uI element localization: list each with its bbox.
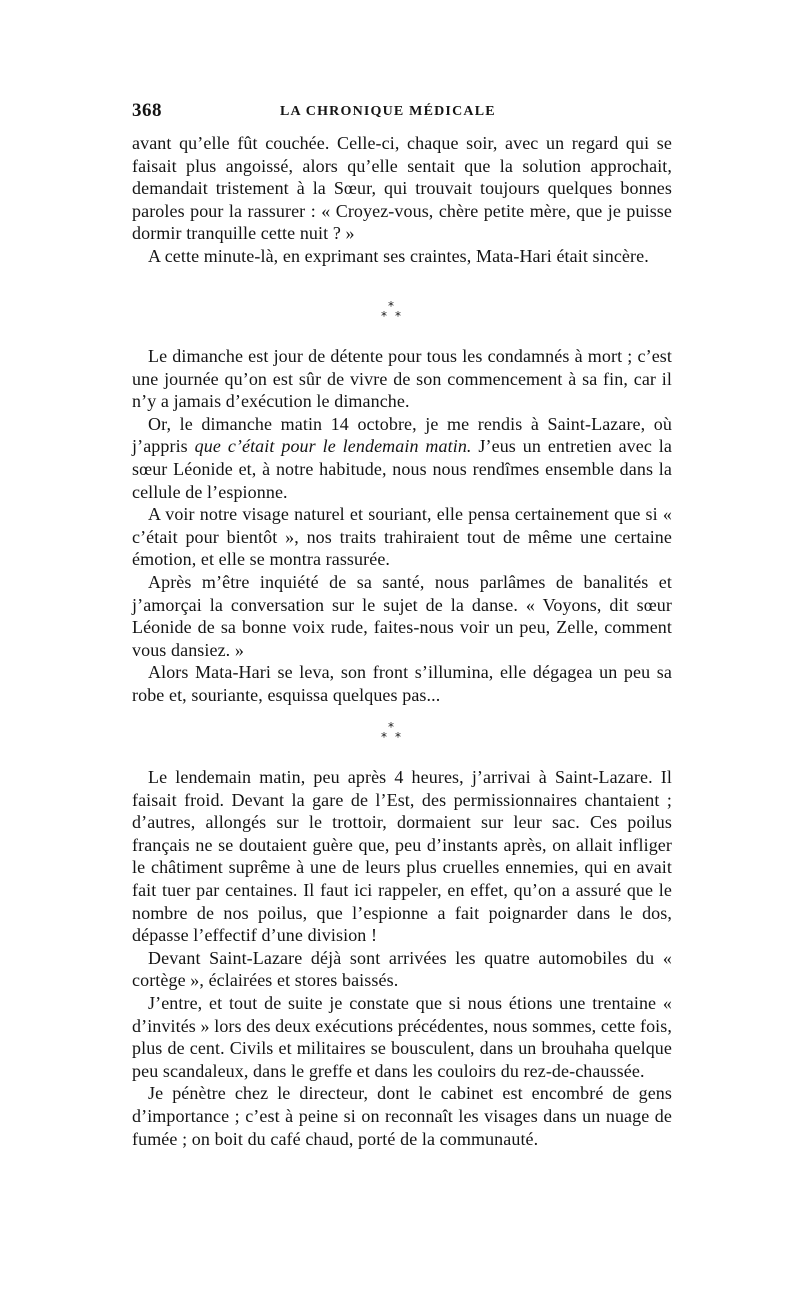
paragraph: Devant Saint-Lazare déjà sont arrivées les quatre automobiles du « cortège », éclairées et stores baissés. — [132, 947, 672, 991]
section-asterism — [378, 721, 406, 747]
running-title: LA CHRONIQUE MÉDICALE — [280, 104, 496, 119]
italic-phrase: que c’était pour le lendemain matin. — [194, 436, 472, 457]
paragraph: Je pénètre chez le directeur, dont le cabinet est encombré de gens d’importance ; c’est à peine si on reconnaît les visages dans un nuage de fumée ; on boit du café chaud, porté de la communauté. — [132, 1083, 672, 1149]
asterisk-mark: * — [395, 309, 401, 323]
asterisk-mark: * — [381, 730, 387, 744]
paragraph: avant qu’elle fût couchée. Celle-ci, chaque soir, avec un regard qui se faisait plus angoissé, alors qu’elle sentait que la solution approchait, demandait tristement à la Sœur, qui trouvait toujours quelques bonnes paroles pour la rassurer : « Croyez-vous, chère petite mère, que je puisse dormir tranquille cette nuit ? » — [132, 133, 672, 244]
paragraph: Le dimanche est jour de détente pour tous les condamnés à mort ; c’est une journée qu’on est sûr de vivre de son commencement à sa fin, car il n’y a jamais d’exécution le dimanche. — [132, 346, 672, 412]
text-block-3 — [132, 766, 672, 1150]
paragraph: A cette minute-là, en exprimant ses craintes, Mata-Hari était sincère. — [148, 245, 649, 266]
page-header — [132, 100, 672, 130]
paragraph-text: Or, le dimanche matin 14 octobre, je me rendis à Saint-Lazare, où j’appris — [132, 413, 672, 457]
text-block-1 — [132, 132, 672, 268]
paragraph: Alors Mata-Hari se leva, son front s’illumina, elle dégagea un peu sa robe et, souriante, esquissa quelques pas... — [132, 662, 672, 705]
asterisk-mark: * — [388, 299, 394, 313]
text-block-2 — [132, 345, 672, 707]
paragraph: Après m’être inquiété de sa santé, nous parlâmes de banalités et j’amorçai la conversation sur le sujet de la danse. « Voyons, dit sœur Léonide de sa bonne voix rude, faites-nous voir un peu, Zelle, comment vous dansiez. » — [132, 571, 672, 660]
paragraph: J’entre, et tout de suite je constate que si nous étions une trentaine « d’invités » lors des deux exécutions précédentes, nous sommes, cette fois, plus de cent. Civils et militaires se bousculent, dans un brouhaha quelque peu scandaleux, dans le greffe et dans les couloirs du rez-de-chaussée. — [132, 992, 672, 1081]
asterisk-mark: * — [395, 730, 401, 744]
page-number: 368 — [132, 100, 162, 121]
asterisk-mark: * — [381, 309, 387, 323]
asterisk-mark: * — [388, 720, 394, 734]
paragraph — [132, 413, 672, 503]
paragraph: Le lendemain matin, peu après 4 heures, j’arrivai à Saint-Lazare. Il faisait froid. Devant la gare de l’Est, des permissionnaires chantaient ; d’autres, allongés sur le trottoir, dormaient sur leur sac. Ces poilus français ne se doutaient guère que, peu d’instants après, on allait infliger le châtiment suprême à une de leurs plus cruelles ennemies, qui en avait fait tuer par centaines. Il faut ici rappeler, en effet, qu’on a assuré que le nombre de nos poilus, que l’espionne a fait poignarder dans le dos, dépasse l’effectif d’une division ! — [132, 767, 672, 946]
paragraph: A voir notre visage naturel et souriant, elle pensa certainement que si « c’était pour bientôt », nos traits trahiraient tout de même une certaine émotion, et elle se montra rassurée. — [132, 504, 672, 570]
section-asterism — [378, 300, 406, 326]
paragraph-text: J’eus un entretien avec la sœur Léonide et, à notre habitude, nous nous rendîmes ensemble dans la cellule de l’espionne. — [132, 436, 672, 502]
